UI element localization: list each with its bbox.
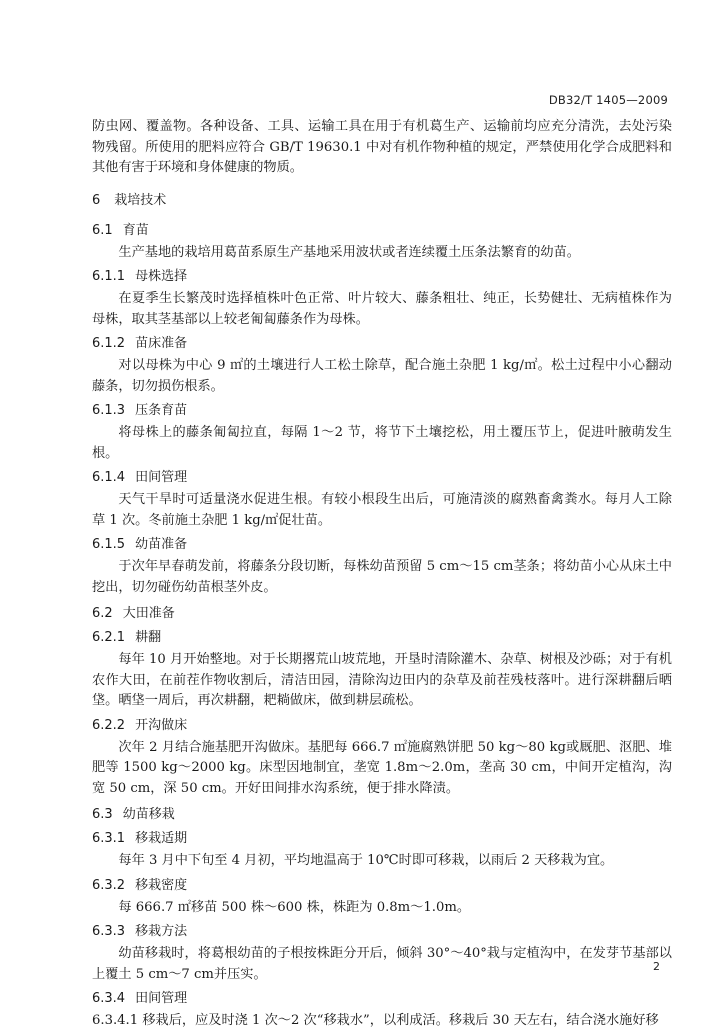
paragraph: 在夏季生长繁茂时选择植株叶色正常、叶片较大、藤条粗壮、纯正，长势健壮、无病植株作为母株，取其茎基部以上较老匍匐藤条作为母株。 — [92, 291, 672, 327]
section-title: 苗床准备 — [135, 336, 188, 351]
section-number: 6.2.1 — [92, 630, 126, 645]
section-title: 移栽方法 — [135, 924, 188, 939]
section-number: 6.3 — [92, 807, 113, 822]
section-heading — [92, 604, 672, 624]
paragraph: 天气干旱时可适量浇水促进生根。有较小根段生出后，可施清淡的腐熟畜禽粪水。每月人工除草 1 次。冬前施土杂肥 1 kg/㎡促壮苗。 — [92, 492, 672, 528]
section-number: 6.3.2 — [92, 877, 126, 893]
section-number: 6.1.5 — [92, 537, 126, 552]
paragraph: 每 666.7 ㎡移苗 500 株～600 株，株距为 0.8m～1.0m。 — [118, 899, 471, 915]
paragraph: 每年 10 月开始整地。对于长期撂荒山坡荒地，开垦时清除灌木、杂草、树根及沙砾；对于有机农作大田，在前茬作物收割后，清洁田园，清除沟边田内的杂草及前茬残枝落叶。进行深耕翻后晒垡。晒垡一周后，再次耕翻，耙耥做床，做到耕层疏松。 — [92, 652, 672, 708]
section-number: 6.1 — [92, 222, 113, 238]
section-heading — [92, 989, 672, 1009]
section-heading — [92, 267, 672, 287]
paragraph: 将母株上的藤条匍匐拉直，每隔 1～2 节，将节下土壤挖松，用土覆压节上，促进叶腋萌发生根。 — [92, 425, 672, 461]
section-heading — [92, 401, 672, 421]
section-heading — [92, 805, 672, 825]
paragraph: 生产基地的栽培用葛苗系原生产基地采用波状或者连续覆土压条法繁育的幼苗。 — [118, 244, 580, 260]
section-heading — [92, 535, 672, 555]
paragraph: 于次年早春萌发前，将藤条分段切断，每株幼苗预留 5 cm～15 cm茎条；将幼苗小心从床土中挖出，切勿碰伤幼苗根茎外皮。 — [92, 559, 672, 595]
section-heading — [92, 468, 672, 488]
section-number: 6.3.1 — [92, 831, 126, 846]
section-heading — [92, 334, 672, 354]
page-number: 2 — [653, 960, 660, 973]
section-title: 田间管理 — [135, 470, 188, 485]
section-title: 田间管理 — [135, 991, 188, 1006]
section-number: 6.3.3 — [92, 924, 126, 939]
section-heading — [92, 191, 672, 211]
section-number: 6.2 — [92, 606, 113, 621]
section-number: 6.1.4 — [92, 470, 126, 485]
section-number: 6.1.3 — [92, 403, 126, 418]
section-title: 幼苗准备 — [135, 537, 188, 552]
section-number: 6.2.2 — [92, 717, 126, 733]
paragraph: 幼苗移栽时，将葛根幼苗的子根按株距分开后，倾斜 30°～40°栽与定植沟中，在发芽节基部以上覆土 5 cm～7 cm并压实。 — [92, 946, 672, 982]
section-title: 母株选择 — [135, 269, 188, 284]
section-title: 栽培技术 — [114, 192, 167, 208]
document-code: DB32/T 1405—2009 — [548, 93, 668, 107]
section-title: 大田准备 — [122, 606, 175, 621]
document-body — [92, 117, 672, 1032]
section-heading — [92, 628, 672, 648]
section-heading — [92, 876, 672, 896]
section-title: 耕翻 — [135, 630, 162, 645]
paragraph: 对以母株为中心 9 ㎡的土壤进行人工松土除草，配合施土杂肥 1 kg/㎡。松土过程中小心翻动藤条，切勿损伤根系。 — [92, 358, 672, 394]
paragraph: 每年 3 月中下旬至 4 月初，平均地温高于 10℃时即可移栽，以雨后 2 天移栽为宜。 — [118, 853, 614, 868]
paragraph: 6.3.4.1 移栽后，应及时浇 1 次～2 次“移栽水”，以利成活。移栽后 30 天左右，结合浇水施好移 — [92, 1013, 659, 1028]
section-heading — [92, 829, 672, 849]
section-title: 移栽密度 — [135, 877, 188, 893]
section-number: 6.3.4 — [92, 991, 126, 1006]
section-number: 6.1.2 — [92, 336, 126, 351]
section-title: 幼苗移栽 — [122, 807, 175, 822]
section-title: 开沟做床 — [135, 717, 188, 733]
section-title: 移栽适期 — [135, 831, 188, 846]
section-number: 6 — [92, 192, 101, 208]
section-heading — [92, 716, 672, 736]
section-number: 6.1.1 — [92, 269, 126, 284]
section-heading — [92, 221, 672, 241]
paragraph: 次年 2 月结合施基肥开沟做床。基肥每 666.7 ㎡施腐熟饼肥 50 kg～80 kg或厩肥、沤肥、堆肥等 1500 kg～2000 kg。床型因地制宜，垄宽 1.8m～2.0m，垄高 30 cm，中间开定植沟，沟宽 50 cm，深 50 cm。开好田间排水沟系统，便于排水降渍。 — [92, 739, 672, 796]
section-title: 育苗 — [122, 222, 149, 238]
section-heading — [92, 922, 672, 942]
paragraph: 防虫网、覆盖物。各种设备、工具、运输工具在用于有机葛生产、运输前均应充分清洗，去处污染物残留。所使用的肥料应符合 GB/T 19630.1 中对有机作物种植的规定，严禁使用化学合成肥料和其他有害于环境和身体健康的物质。 — [92, 119, 672, 175]
section-title: 压条育苗 — [135, 403, 188, 418]
